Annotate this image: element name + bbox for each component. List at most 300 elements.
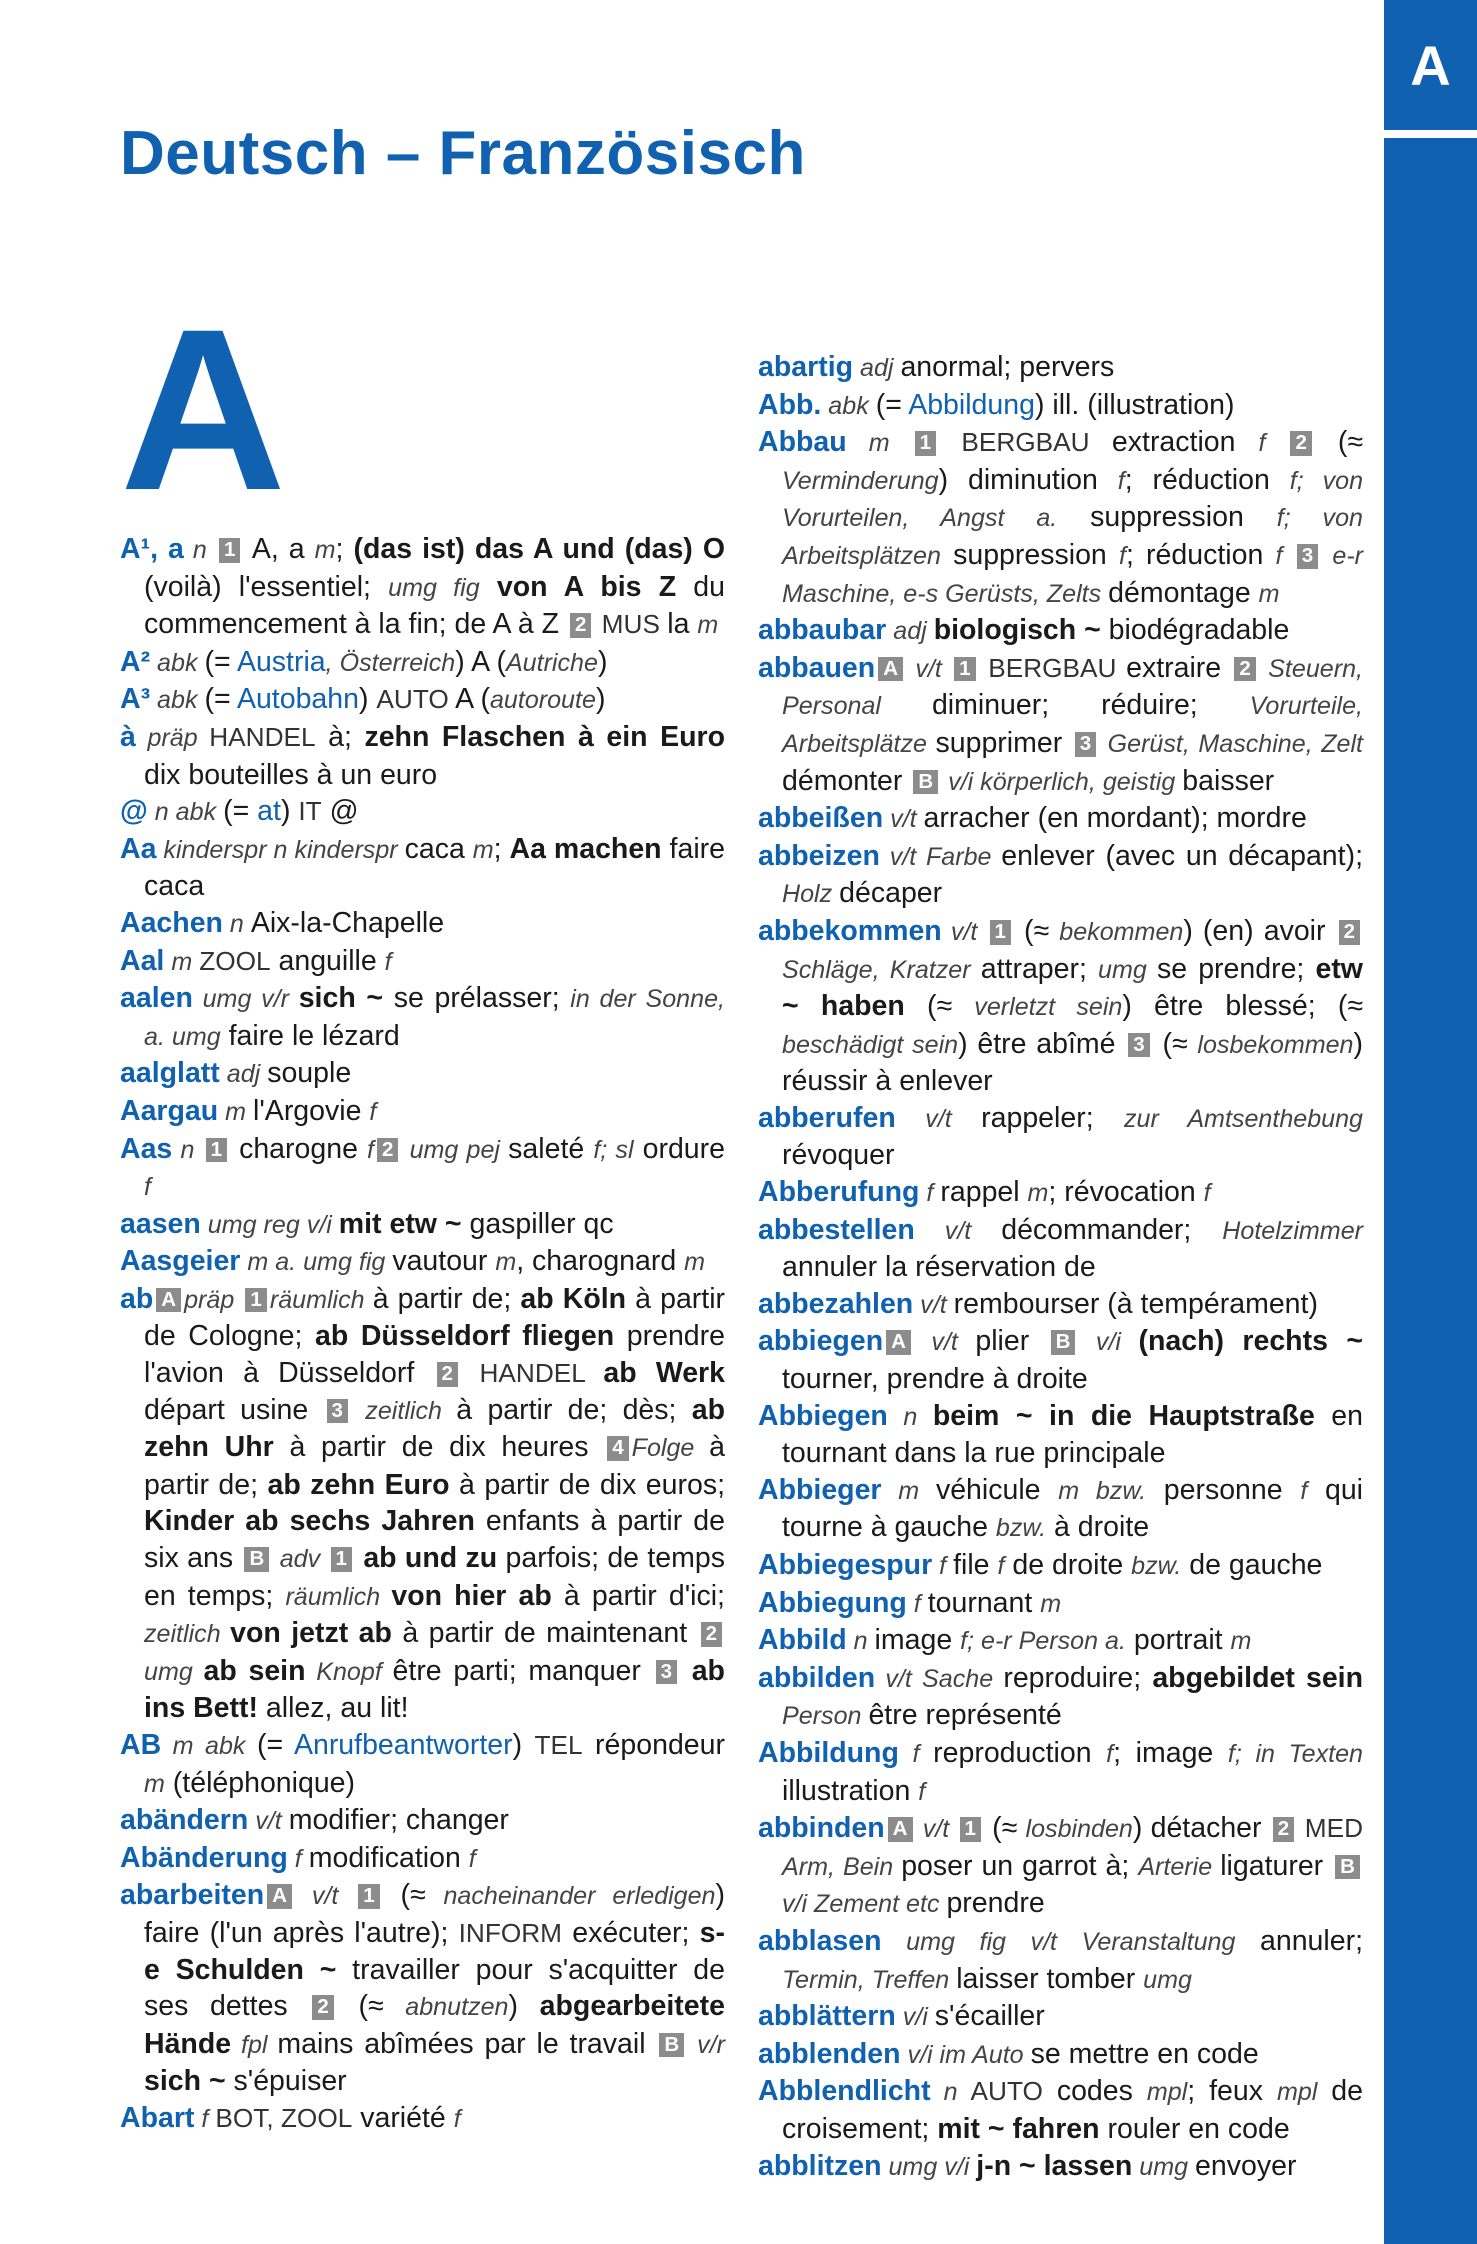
sense-number: A	[878, 657, 903, 682]
grammar-label: f	[367, 1135, 375, 1164]
grammar-label: umg	[144, 1657, 204, 1686]
grammar-label: f	[369, 1097, 377, 1126]
translation-text: ) (en) avoir	[1183, 914, 1336, 947]
sense-number: 2	[1273, 1817, 1294, 1842]
translation-text: portrait	[1125, 1624, 1231, 1657]
grammar-label: räumlich	[269, 1285, 373, 1314]
grammar-label: v/t	[914, 1216, 1002, 1245]
headword: abbestellen	[758, 1213, 915, 1246]
sense-number: A	[888, 1817, 913, 1842]
translation-text: variété	[352, 2101, 454, 2134]
dictionary-entry	[758, 1174, 1363, 1212]
translation-text: extraction	[1111, 426, 1259, 459]
translation-text: diminuer; réduire;	[931, 689, 1250, 722]
grammar-label: präp	[184, 1285, 243, 1314]
grammar-label: m	[472, 835, 494, 864]
grammar-label: adv	[272, 1545, 328, 1574]
translation-text: départ usine	[144, 1393, 324, 1426]
translation-text: (≈	[904, 990, 975, 1023]
cross-reference: Anrufbeantworter	[293, 1729, 513, 1761]
translation-text: biodégradable	[1100, 614, 1290, 647]
example-phrase: beim ~ in die Hauptstraße	[932, 1399, 1315, 1432]
dictionary-entry	[758, 1286, 1363, 1324]
sense-number: 3	[656, 1660, 677, 1685]
headword: Abänderung	[120, 1841, 288, 1874]
translation-text: )	[508, 1990, 540, 2023]
cross-reference: Autobahn	[236, 683, 359, 716]
headword: aasen	[120, 1207, 201, 1240]
cross-reference: Austria	[236, 645, 326, 678]
translation-text: à partir de maintenant	[391, 1617, 698, 1650]
translation-text: A, a	[243, 533, 315, 565]
grammar-label: autoroute	[489, 686, 596, 715]
translation-text: charogne	[229, 1132, 368, 1165]
grammar-label: f	[1106, 1739, 1114, 1768]
headword: Aargau	[120, 1094, 219, 1127]
dictionary-entry	[758, 424, 1363, 612]
dictionary-entry	[758, 800, 1363, 838]
grammar-label: fpl	[231, 2030, 278, 2059]
grammar-label: zur Amtsenthebung	[1124, 1104, 1364, 1133]
grammar-label: f; sl	[593, 1135, 634, 1164]
cross-reference: Abbildung	[908, 388, 1035, 421]
sense-number: 3	[1075, 732, 1096, 757]
translation-text: à partir d'ici;	[551, 1579, 725, 1612]
translation-text: tournant	[927, 1586, 1041, 1619]
translation-text: rouler en code	[1099, 2112, 1290, 2145]
translation-text: démonter	[782, 764, 911, 797]
grammar-label: m	[697, 611, 719, 640]
sense-number: B	[659, 2033, 684, 2058]
translation-text: rappel	[940, 1176, 1028, 1209]
grammar-label: m	[1040, 1589, 1062, 1618]
translation-text: ;	[335, 533, 354, 565]
translation-text: Aix-la-Chapelle	[250, 906, 445, 939]
dictionary-entry	[120, 1802, 725, 1840]
translation-text: , charognard	[516, 1245, 685, 1278]
grammar-label: in der Sonne, a. umg	[144, 985, 725, 1051]
grammar-label: v/t Farbe	[879, 842, 1002, 871]
headword: Abbildung	[758, 1736, 899, 1769]
translation-text: faire le lézard	[220, 1019, 400, 1052]
translation-text: (≈	[336, 1990, 406, 2023]
translation-text: la	[667, 608, 698, 641]
grammar-label: m	[1027, 1179, 1049, 1208]
example-phrase: (nach) rechts ~	[1138, 1325, 1363, 1358]
grammar-label: nacheinander erledigen	[443, 1882, 716, 1911]
translation-text: décaper	[839, 877, 943, 910]
headword: A³	[120, 683, 151, 716]
grammar-label: f	[1117, 466, 1125, 495]
translation-text: supprimer	[935, 726, 1072, 759]
grammar-label: f	[932, 1552, 954, 1580]
sense-number: 2	[377, 1138, 398, 1163]
sense-number: 1	[990, 920, 1011, 945]
translation-text: enlever (avec un décapant);	[1001, 839, 1363, 872]
headword: abartig	[758, 351, 854, 383]
translation-text: ) diminution	[938, 463, 1118, 496]
dictionary-entry	[120, 2100, 725, 2138]
translation-text: démontage	[1108, 576, 1259, 609]
grammar-label: v/i	[1078, 1328, 1139, 1357]
grammar-label: umg reg v/i	[200, 1210, 339, 1239]
grammar-label: v/t	[913, 1290, 954, 1319]
domain-label: IT	[298, 796, 322, 827]
domain-label: BERGBAU	[978, 652, 1127, 683]
example-phrase: (das ist) das A und (das) O	[353, 533, 725, 565]
sense-number: 1	[245, 1288, 266, 1313]
translation-text: ) faire (l'un après l'autre);	[144, 1879, 726, 1949]
translation-text: laisser tomber	[956, 1962, 1144, 1995]
grammar-label: f	[1258, 429, 1288, 458]
translation-text: )	[595, 683, 606, 716]
sense-number: B	[913, 770, 938, 795]
sense-number: 1	[358, 1884, 379, 1909]
grammar-label: bzw.	[1131, 1552, 1182, 1580]
translation-text: attraper;	[980, 952, 1099, 985]
translation-text: (voilà) l'essentiel;	[144, 570, 389, 603]
grammar-label: umg v/r	[192, 985, 299, 1014]
dictionary-entry	[120, 1727, 725, 1802]
grammar-label: räumlich	[285, 1582, 392, 1611]
grammar-label: f; von Vorurteilen, Angst a.	[782, 466, 1364, 533]
sense-number: 1	[915, 431, 936, 456]
translation-text: répondeur	[582, 1729, 725, 1761]
translation-text: (téléphonique)	[164, 1766, 356, 1799]
translation-text: (≈	[1314, 426, 1363, 459]
translation-text: ligaturer	[1220, 1849, 1333, 1882]
translation-text: (=	[204, 645, 237, 678]
translation-text	[480, 571, 497, 603]
sense-number: 1	[954, 657, 975, 682]
grammar-label: m	[1258, 579, 1280, 608]
translation-text: être parti; manquer	[392, 1654, 653, 1687]
translation-text: de gauche	[1181, 1549, 1323, 1581]
translation-text: à partir de; dès;	[456, 1393, 692, 1426]
translation-text: qui tourne à gauche	[782, 1473, 1364, 1544]
grammar-label: kinderspr n kinderspr	[156, 835, 405, 864]
dictionary-entry	[758, 1622, 1363, 1660]
dictionary-entry	[120, 719, 725, 793]
sense-number: 2	[1290, 431, 1311, 456]
sense-number: 1	[331, 1547, 352, 1572]
sense-number: 2	[437, 1362, 458, 1387]
grammar-label: f	[898, 1739, 934, 1768]
sense-number: B	[1051, 1330, 1076, 1355]
headword: abberufen	[758, 1101, 896, 1134]
translation-text: anguille	[270, 944, 385, 977]
translation-text: ) être abîmé	[958, 1027, 1126, 1060]
sense-number: 2	[312, 1995, 333, 2020]
translation-text: plier	[975, 1325, 1048, 1358]
translation-text: reproduction	[933, 1736, 1107, 1769]
section-letter: A	[120, 281, 287, 538]
headword: Abbiegung	[758, 1586, 907, 1619]
grammar-label: n	[930, 2078, 971, 2107]
dictionary-entry	[758, 387, 1363, 425]
translation-text: image	[874, 1624, 961, 1657]
example-phrase: zehn Flaschen à ein Euro	[364, 720, 725, 753]
domain-label: INFORM	[458, 1917, 563, 1948]
grammar-label: Arterie	[1138, 1852, 1221, 1881]
dictionary-entry	[758, 612, 1363, 650]
translation-text: reproduire;	[1003, 1661, 1153, 1694]
headword: abbezahlen	[758, 1287, 914, 1320]
grammar-label: m	[314, 536, 336, 564]
dictionary-entry	[758, 1323, 1363, 1397]
translation-text: mains abîmées par le travail	[277, 2027, 657, 2060]
grammar-label: Hotelzimmer	[1222, 1216, 1363, 1245]
translation-text: à;	[315, 720, 365, 753]
translation-text: ordure	[633, 1132, 726, 1165]
grammar-label: Arm, Bein	[782, 1852, 902, 1881]
dictionary-entry	[120, 681, 725, 719]
dictionary-entry	[120, 1206, 725, 1244]
headword: abblasen	[758, 1924, 882, 1957]
grammar-label: m	[495, 1248, 517, 1277]
translation-text: annuler;	[1260, 1924, 1363, 1957]
headword: Aachen	[120, 906, 223, 939]
dictionary-entry	[758, 1923, 1363, 1998]
grammar-label: abk	[821, 391, 876, 420]
headword: Abblendlicht	[758, 2075, 931, 2108]
dictionary-entry	[758, 913, 1363, 1100]
translation-text: tourner, prendre à droite	[782, 1363, 1088, 1396]
grammar-label: abnutzen	[405, 1993, 509, 2022]
grammar-label: beschädigt sein	[782, 1030, 959, 1059]
translation-text: exécuter;	[562, 1916, 700, 1949]
example-phrase: sich ~	[298, 982, 384, 1015]
grammar-label: e-r Maschine, e-s Gerüsts, Zelts	[782, 541, 1364, 608]
translation-text: codes	[1042, 2075, 1147, 2108]
dictionary-entry	[120, 831, 725, 905]
translation-text: )	[280, 795, 299, 828]
translation-text: arracher (en mordant); mordre	[923, 802, 1307, 835]
grammar-label: Folge	[631, 1434, 710, 1463]
translation-text: modification	[308, 1841, 469, 1874]
domain-label: AUTO	[376, 684, 449, 715]
translation-text: à partir de Cologne;	[144, 1282, 726, 1353]
headword: abbaubar	[758, 614, 887, 647]
example-phrase: s-e Schulden ~	[144, 1916, 725, 1986]
dictionary-entry	[758, 1398, 1363, 1472]
domain-label: BERGBAU	[939, 427, 1112, 458]
headword: Aa	[120, 832, 157, 865]
grammar-label: mpl	[1146, 2078, 1188, 2107]
domain-label: HANDEL	[209, 721, 316, 752]
example-phrase: biologisch ~	[933, 614, 1101, 647]
translation-text: caca	[404, 832, 473, 865]
dictionary-entry	[120, 644, 725, 682]
domain-label: MUS	[594, 609, 668, 640]
grammar-label: f	[468, 1844, 476, 1873]
translation-text: anormal; pervers	[900, 351, 1115, 383]
translation-text: annuler la réservation de	[782, 1251, 1096, 1284]
grammar-label: umg	[1132, 2152, 1196, 2181]
headword: Aasgeier	[120, 1245, 241, 1278]
grammar-label: v/t	[906, 654, 952, 683]
grammar-label: Vorurteile, Arbeitsplätze	[782, 692, 1364, 758]
cross-reference: at	[257, 795, 281, 828]
translation-text: ; réduction	[1125, 538, 1276, 571]
grammar-label: f	[906, 1589, 928, 1618]
dictionary-entry	[758, 2036, 1363, 2074]
translation-text: ; réduction	[1124, 463, 1290, 496]
grammar-label: f	[1275, 541, 1294, 570]
translation-text: à partir de dix heures	[273, 1431, 605, 1464]
dictionary-entry	[120, 1281, 725, 1727]
translation-text: dix bouteilles à un euro	[144, 758, 438, 791]
translation-text: du commencement à la fin; de A à Z	[144, 570, 726, 641]
example-phrase: ab ins Bett!	[144, 1654, 725, 1725]
headword: AB	[120, 1729, 162, 1761]
domain-label: AUTO	[970, 2076, 1043, 2107]
headword: A¹, a	[120, 533, 184, 565]
sense-number: 1	[206, 1138, 227, 1163]
translation-text: ; révocation	[1048, 1176, 1204, 1209]
translation-text: rembourser (à tempérament)	[953, 1287, 1318, 1320]
sense-number: A	[156, 1288, 181, 1313]
grammar-label: f	[918, 1777, 926, 1806]
headword: Abbau	[758, 426, 847, 459]
grammar-label: umg pej	[401, 1135, 509, 1164]
translation-text: ) être blessé; (≈	[1122, 990, 1363, 1023]
translation-text: de droite	[1004, 1549, 1132, 1581]
grammar-label: verletzt sein	[974, 993, 1123, 1022]
translation-text: enfants à partir de six ans	[144, 1505, 725, 1575]
grammar-label: Holz	[782, 880, 840, 909]
translation-text: (≈	[983, 1812, 1026, 1845]
sense-number: 4	[607, 1436, 628, 1461]
grammar-label: v/t	[294, 1882, 356, 1911]
example-phrase: ab sein	[203, 1654, 306, 1687]
dictionary-entry	[758, 2073, 1363, 2147]
translation-text: à partir de dix euros;	[449, 1468, 726, 1501]
translation-text: l'Argovie	[253, 1094, 370, 1127]
example-phrase: von jetzt ab	[230, 1617, 392, 1650]
dictionary-entry	[758, 1212, 1363, 1286]
headword: Aal	[120, 944, 165, 977]
grammar-label: mpl	[1276, 2078, 1318, 2107]
dictionary-entry	[758, 349, 1363, 387]
domain-label: MED	[1297, 1813, 1364, 1844]
grammar-label: umg v/i	[881, 2152, 977, 2181]
example-phrase: mit etw ~	[338, 1207, 462, 1240]
dictionary-entry	[758, 1998, 1363, 2036]
translation-text: véhicule	[935, 1473, 1059, 1506]
grammar-label: f	[997, 1552, 1005, 1580]
grammar-label: m bzw.	[1058, 1476, 1147, 1505]
translation-text: ) réussir à enlever	[782, 1027, 1364, 1098]
translation-text: décommander;	[1001, 1213, 1223, 1246]
headword: Aas	[120, 1132, 173, 1165]
headword: abbilden	[758, 1661, 876, 1694]
grammar-label: losbinden	[1025, 1815, 1133, 1844]
dictionary-entry	[120, 1055, 725, 1093]
headword: abblättern	[758, 2000, 896, 2033]
dictionary-entry	[120, 905, 725, 943]
grammar-label: Termin, Treffen	[782, 1965, 957, 1994]
translation-text: (≈	[382, 1879, 444, 1912]
grammar-label: v/i	[895, 2003, 935, 2032]
translation-text: (=	[256, 1729, 294, 1761]
sense-number: B	[1335, 1855, 1360, 1880]
translation-text: @	[321, 795, 359, 828]
sense-number: 2	[701, 1622, 722, 1647]
headword: aalglatt	[120, 1057, 220, 1090]
headword: abbekommen	[758, 914, 942, 947]
dictionary-entry	[758, 1472, 1363, 1547]
grammar-label: v/i Zement etc	[782, 1890, 947, 1919]
translation-text: personne	[1146, 1473, 1301, 1506]
grammar-label: v/t	[895, 1104, 982, 1133]
grammar-label: f	[1203, 1179, 1211, 1208]
example-phrase: etw ~ haben	[782, 952, 1363, 1023]
example-phrase: Kinder ab sechs Jahren	[144, 1505, 475, 1538]
translation-text: révoquer	[782, 1139, 895, 1172]
grammar-label: zeitlich	[144, 1620, 231, 1649]
translation-text: prendre l'avion à Düsseldorf	[144, 1320, 725, 1390]
grammar-label: umg fig v/t Veranstaltung	[881, 1927, 1260, 1956]
grammar-label: , Österreich	[325, 648, 456, 677]
grammar-label: v/i körperlich, geistig	[941, 767, 1183, 796]
grammar-label: m	[1230, 1627, 1252, 1656]
headword: aalen	[120, 982, 193, 1015]
translation-text: allez, au lit!	[258, 1692, 409, 1725]
translation-text: suppression	[940, 538, 1119, 571]
grammar-label: adj	[853, 354, 901, 382]
translation-text: )	[512, 1729, 535, 1761]
translation-text: ) détacher	[1132, 1812, 1270, 1845]
translation-text: s'épuiser	[225, 2065, 347, 2098]
sense-number: A	[267, 1884, 292, 1909]
translation-text: de croisement;	[782, 2075, 1364, 2145]
translation-text: poser un garrot à;	[901, 1849, 1139, 1882]
domain-label: TEL	[534, 1730, 583, 1760]
grammar-label: m	[684, 1248, 706, 1277]
grammar-label: bzw.	[995, 1514, 1047, 1543]
grammar-label: Gerüst, Maschine, Zelt	[1099, 729, 1363, 758]
grammar-label: n abk	[147, 798, 224, 827]
grammar-label: v/t Sache	[875, 1664, 1004, 1693]
example-phrase: abgearbeitete Hände	[144, 1990, 725, 2060]
grammar-label: umg fig	[388, 573, 480, 602]
right-column	[758, 349, 1363, 2185]
dictionary-entry	[758, 1660, 1363, 1735]
dictionary-entry	[120, 1877, 725, 2100]
grammar-label: m a. umg fig	[240, 1248, 393, 1277]
grammar-label: Steuern, Personal	[782, 654, 1363, 721]
translation-text: travailler pour s'acquitter de ses dettes	[144, 1953, 725, 2023]
dictionary-entry	[758, 838, 1363, 913]
sense-number: 1	[960, 1817, 981, 1842]
dictionary-entry	[120, 793, 725, 831]
grammar-label: v/t	[913, 1328, 976, 1357]
translation-text: parfois; de temps en temps;	[144, 1542, 725, 1612]
grammar-label: umg	[1143, 1965, 1192, 1994]
grammar-label: Person	[782, 1702, 869, 1731]
sense-number: 3	[1128, 1033, 1149, 1058]
translation-text: ; image	[1113, 1736, 1228, 1769]
translation-text: gaspiller qc	[461, 1207, 614, 1240]
headword: Abbiegen	[758, 1399, 888, 1432]
example-phrase: von A bis Z	[496, 570, 677, 603]
translation-text: souple	[267, 1057, 352, 1090]
translation-text: à partir de;	[144, 1431, 725, 1501]
grammar-label: n	[183, 536, 216, 564]
grammar-label: v/t	[883, 805, 924, 834]
grammar-label: m	[846, 429, 912, 458]
